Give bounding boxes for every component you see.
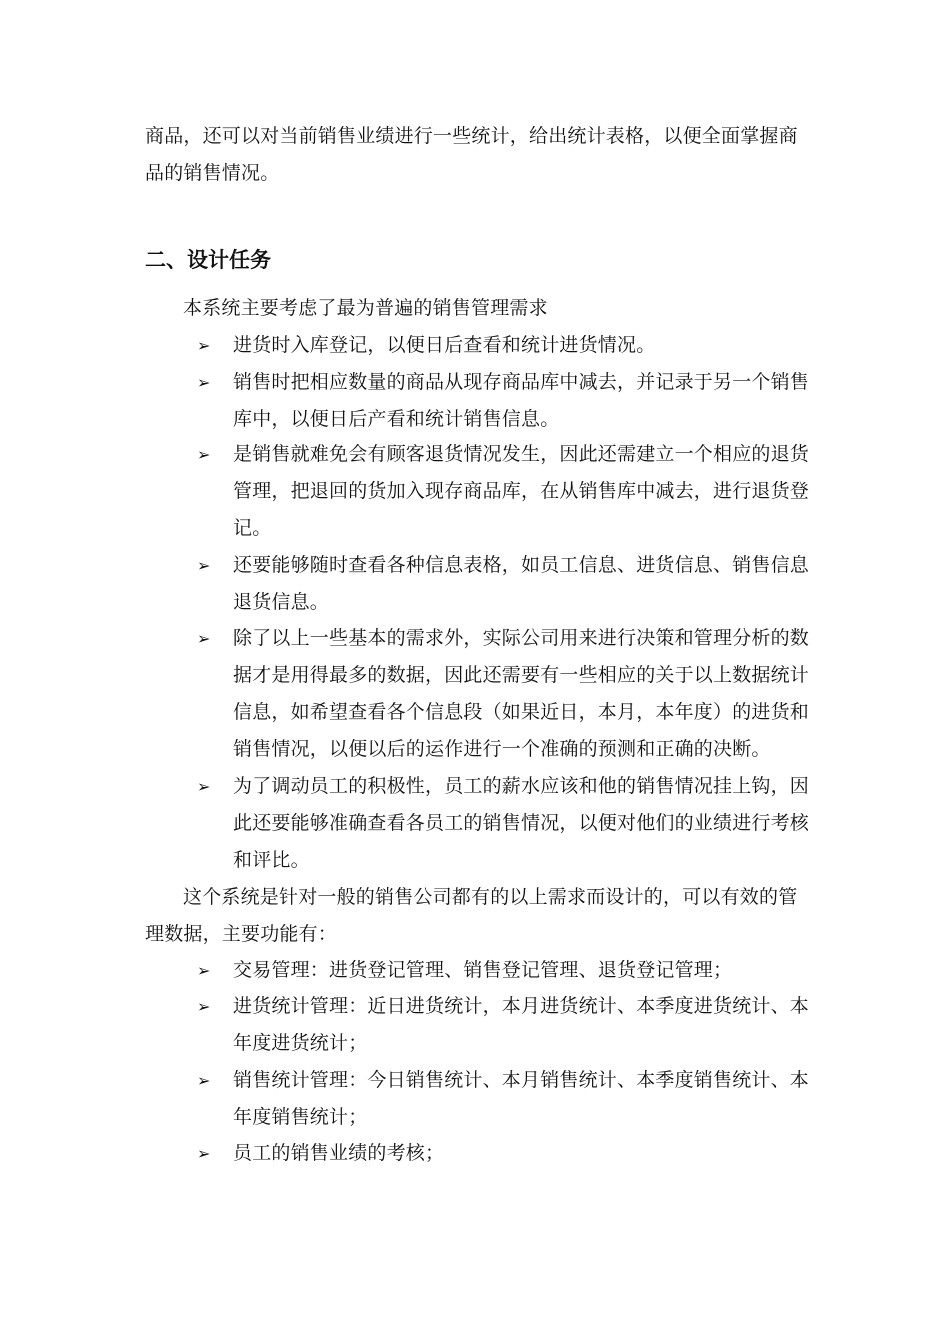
requirement-text: 进货时入库登记，以便日后查看和统计进货情况。 <box>233 334 656 356</box>
function-text: 销售统计管理：今日销售统计、本月销售统计、本季度销售统计、本年度销售统计； <box>233 1069 810 1128</box>
bullet-arrow-icon: ➢ <box>197 1144 211 1163</box>
requirement-item <box>197 327 809 364</box>
function-text: 交易管理：进货登记管理、销售登记管理、退货登记管理； <box>233 959 733 981</box>
bullet-arrow-icon: ➢ <box>197 373 211 392</box>
functions-intro: 这个系统是针对一般的销售公司都有的以上需求而设计的，可以有效的管理数据，主要功能有： <box>145 886 798 945</box>
requirement-text: 除了以上一些基本的需求外，实际公司用来进行决策和管理分析的数据才是用得最多的数据，因此还需要有一些相应的关于以上数据统计信息，如希望查看各个信息段（如果近日，本月，本年度）的进货和销售情况，以便以后的运作进行一个准确的预测和正确的决断。 <box>233 627 810 760</box>
section-heading: 二、设计任务 <box>145 248 271 272</box>
function-item <box>197 1062 809 1136</box>
requirement-text: 为了调动员工的积极性，员工的薪水应该和他的销售情况挂上钩，因此还要能够准确查看各员工的销售情况，以便对他们的业绩进行考核和评比。 <box>233 775 810 871</box>
bullet-arrow-icon: ➢ <box>197 556 211 575</box>
function-item <box>197 988 809 1062</box>
function-text: 员工的销售业绩的考核； <box>233 1142 445 1164</box>
bullet-arrow-icon: ➢ <box>197 777 211 796</box>
requirement-item <box>197 620 809 768</box>
bullet-arrow-icon: ➢ <box>197 1071 211 1090</box>
function-text: 进货统计管理：近日进货统计，本月进货统计、本季度进货统计、本年度进货统计； <box>233 995 810 1054</box>
function-item <box>197 952 809 989</box>
bullet-arrow-icon: ➢ <box>197 336 211 355</box>
requirement-text: 还要能够随时查看各种信息表格，如员工信息、进货信息、销售信息退货信息。 <box>233 554 810 613</box>
intro-paragraph: 商品，还可以对当前销售业绩进行一些统计，给出统计表格，以便全面掌握商品的销售情况。 <box>145 125 798 184</box>
requirement-text: 销售时把相应数量的商品从现存商品库中减去，并记录于另一个销售库中，以便日后产看和统计销售信息。 <box>233 371 810 430</box>
requirements-intro: 本系统主要考虑了最为普遍的销售管理需求 <box>183 297 548 319</box>
bullet-arrow-icon: ➢ <box>197 961 211 980</box>
bullet-arrow-icon: ➢ <box>197 997 211 1016</box>
bullet-arrow-icon: ➢ <box>197 445 211 464</box>
requirement-text: 是销售就难免会有顾客退货情况发生，因此还需建立一个相应的退货管理，把退回的货加入现存商品库，在从销售库中减去，进行退货登记。 <box>233 443 810 539</box>
requirement-item <box>197 547 809 621</box>
requirement-item <box>197 436 809 547</box>
bullet-arrow-icon: ➢ <box>197 629 211 648</box>
function-item <box>197 1135 809 1172</box>
requirement-item <box>197 768 809 879</box>
requirement-item <box>197 364 809 438</box>
